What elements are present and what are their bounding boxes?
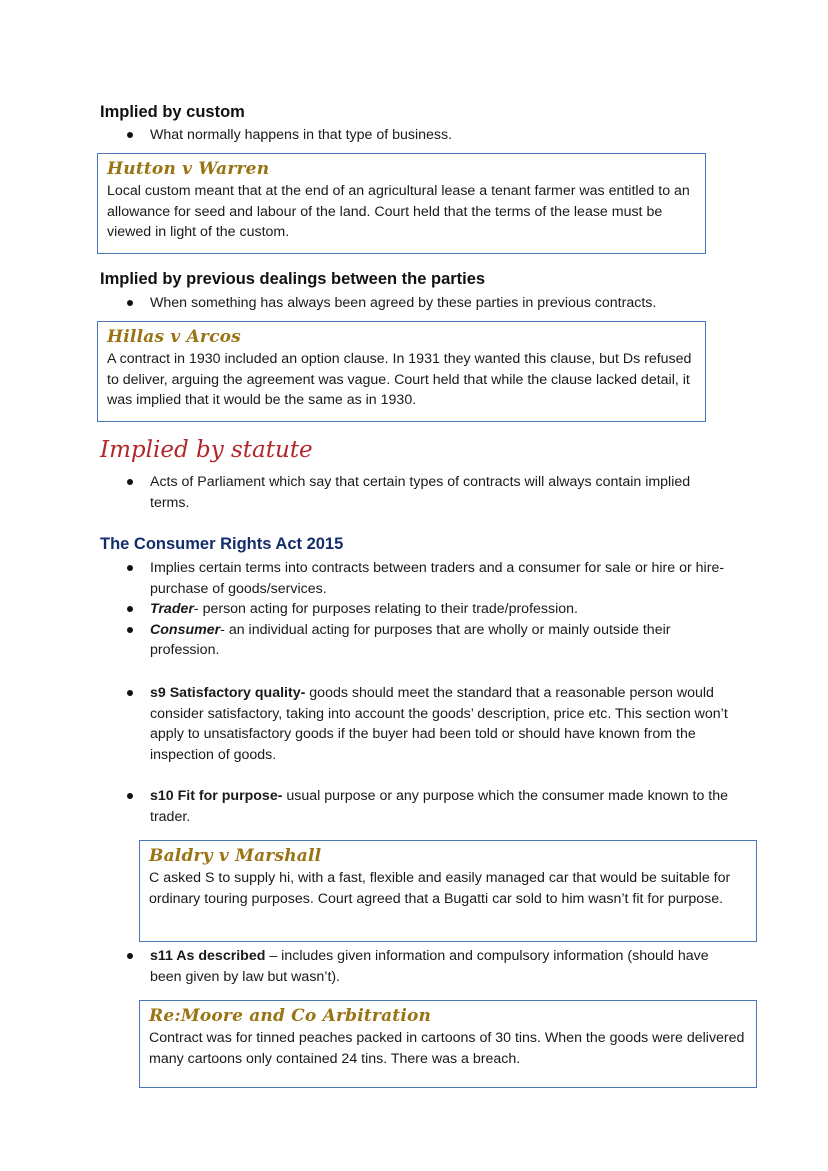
s9-bullet-list <box>125 683 733 765</box>
previous-bullet: When something has always been agreed by these parties in previous contracts. <box>125 293 725 314</box>
case-text: A contract in 1930 included an option clause. In 1931 they wanted this clause, but Ds refused to deliver, arguing the agreement was vague. Court held that while the clause lacked detail, it was implied that it would be the same as in 1930. <box>107 351 692 408</box>
s11-bullet <box>125 946 733 987</box>
case-text: Contract was for tinned peaches packed in cartoons of 30 tins. When the goods were delivered many cartoons only contained 24 tins. There was a breach. <box>149 1030 745 1067</box>
cra-bullet-implies <box>125 558 733 599</box>
bullet-text: - person acting for purposes relating to their trade/profession. <box>193 601 578 617</box>
case-title: Re:Moore and Co Arbitration <box>149 1006 432 1026</box>
previous-bullet-list <box>125 293 725 314</box>
s9-bullet <box>125 683 733 765</box>
term-label: Trader <box>150 601 194 617</box>
case-title: Baldry v Marshall <box>149 846 322 866</box>
bullet-text: - an individual acting for purposes that are wholly or mainly outside their profession. <box>150 621 671 658</box>
section-label: s11 As described <box>150 948 266 964</box>
case-box-hutton-v-warren <box>97 153 706 254</box>
bullet-text: – includes given information and compulsory information (should have been given by law but wasn’t). <box>150 948 709 985</box>
case-title: Hutton v Warren <box>107 159 270 179</box>
term-label: Consumer <box>150 621 221 638</box>
cra-heading: The Consumer Rights Act 2015 <box>100 535 344 553</box>
case-box-re-moore-and-co-arbitration <box>139 1000 757 1088</box>
case-text: C asked S to supply hi, with a fast, flexible and easily managed car that would be suitable for ordinary touring purposes. Court agreed that a Bugatti car sold to him wasn’t fit for purpose. <box>149 870 731 907</box>
case-box-hillas-v-arcos <box>97 321 706 422</box>
custom-heading: Implied by custom <box>100 103 245 121</box>
s10-bullet-list <box>125 786 733 827</box>
statute-heading: Implied by statute <box>100 437 313 463</box>
bullet-text: usual purpose or any purpose which the consumer made known to the trader. <box>150 788 729 825</box>
s11-bullet-list <box>125 946 733 987</box>
section-label: s9 Satisfactory quality- <box>150 685 306 701</box>
cra-bullet-trader <box>125 599 733 620</box>
case-text: Local custom meant that at the end of an agricultural lease a tenant farmer was entitled to an allowance for seed and labour of the land. Court held that the terms of the lease must be viewed in light of the custom. <box>107 183 690 240</box>
case-title: Hillas v Arcos <box>107 327 241 347</box>
section-label: s10 Fit for purpose- <box>150 788 283 804</box>
s10-bullet <box>125 786 733 827</box>
bullet-text: goods should meet the standard that a reasonable person would consider satisfactory, taking into account the goods’ description, price etc. This section won’t apply to unsatisfactory goods if the buyer had been told or should have known from the inspection of goods. <box>150 685 728 763</box>
bullet-text: Implies certain terms into contracts between traders and a consumer for sale or hire or hire-purchase of goods/services. <box>150 560 725 597</box>
cra-bullet-list <box>125 558 733 661</box>
custom-bullet: What normally happens in that type of business. <box>125 125 725 146</box>
statute-bullet-list <box>125 472 715 513</box>
statute-bullet: Acts of Parliament which say that certain types of contracts will always contain implied terms. <box>125 472 715 513</box>
cra-bullet-consumer <box>125 620 733 661</box>
custom-bullet-list <box>125 125 725 146</box>
case-box-baldry-v-marshall <box>139 840 757 942</box>
previous-dealings-heading: Implied by previous dealings between the parties <box>100 270 486 288</box>
